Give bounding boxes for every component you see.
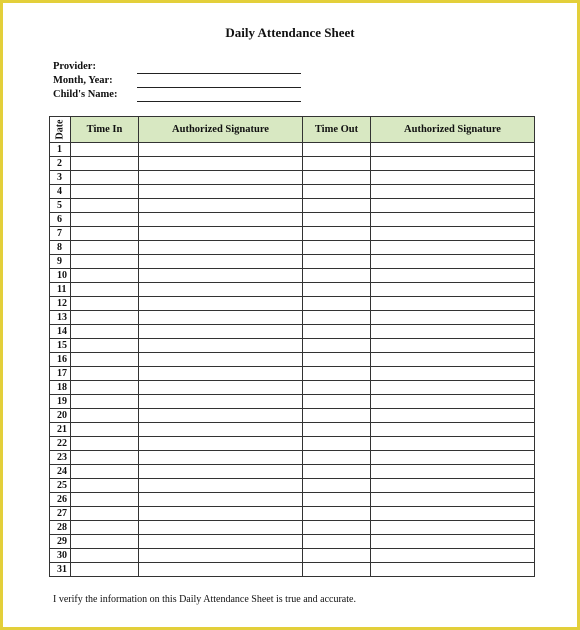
- row-date: 9: [50, 255, 71, 269]
- row-date: 22: [50, 437, 71, 451]
- signature-in-cell[interactable]: [139, 507, 303, 521]
- signature-in-cell[interactable]: [139, 269, 303, 283]
- attendance-table: [49, 116, 535, 577]
- time-in-cell[interactable]: [71, 479, 139, 493]
- row-date: 29: [50, 535, 71, 549]
- signature-in-cell[interactable]: [139, 339, 303, 353]
- row-date: 2: [50, 157, 71, 171]
- time-in-cell[interactable]: [71, 143, 139, 157]
- signature-in-cell[interactable]: [139, 157, 303, 171]
- signature-in-cell[interactable]: [139, 535, 303, 549]
- row-date: 4: [50, 185, 71, 199]
- time-in-cell[interactable]: [71, 157, 139, 171]
- time-in-cell[interactable]: [71, 521, 139, 535]
- time-out-cell[interactable]: [303, 269, 371, 283]
- table-row: [50, 157, 535, 171]
- signature-out-cell[interactable]: [371, 339, 535, 353]
- table-row: [50, 437, 535, 451]
- column-header-time-out: Time Out: [303, 117, 371, 143]
- row-date: 1: [50, 143, 71, 157]
- table-row: [50, 255, 535, 269]
- time-in-cell[interactable]: [71, 563, 139, 577]
- signature-out-cell[interactable]: [371, 535, 535, 549]
- signature-in-cell[interactable]: [139, 283, 303, 297]
- time-in-cell[interactable]: [71, 325, 139, 339]
- signature-in-cell[interactable]: [139, 227, 303, 241]
- time-in-cell[interactable]: [71, 283, 139, 297]
- row-date: 3: [50, 171, 71, 185]
- row-date: 19: [50, 395, 71, 409]
- signature-out-cell[interactable]: [371, 493, 535, 507]
- signature-in-cell[interactable]: [139, 549, 303, 563]
- signature-in-cell[interactable]: [139, 493, 303, 507]
- signature-in-cell[interactable]: [139, 563, 303, 577]
- time-out-cell[interactable]: [303, 423, 371, 437]
- signature-in-cell[interactable]: [139, 423, 303, 437]
- table-row: [50, 171, 535, 185]
- table-row: [50, 227, 535, 241]
- row-date: 8: [50, 241, 71, 255]
- row-date: 15: [50, 339, 71, 353]
- month-year-label: Month, Year:: [53, 75, 113, 86]
- time-out-cell[interactable]: [303, 563, 371, 577]
- time-in-cell[interactable]: [71, 171, 139, 185]
- signature-in-cell[interactable]: [139, 521, 303, 535]
- time-in-cell[interactable]: [71, 367, 139, 381]
- table-row: [50, 381, 535, 395]
- time-out-cell[interactable]: [303, 283, 371, 297]
- time-in-cell[interactable]: [71, 311, 139, 325]
- signature-out-cell[interactable]: [371, 269, 535, 283]
- time-out-cell[interactable]: [303, 143, 371, 157]
- signature-out-cell[interactable]: [371, 325, 535, 339]
- signature-out-cell[interactable]: [371, 213, 535, 227]
- row-date: 12: [50, 297, 71, 311]
- signature-in-cell[interactable]: [139, 255, 303, 269]
- signature-in-cell[interactable]: [139, 143, 303, 157]
- signature-out-cell[interactable]: [371, 199, 535, 213]
- document-title: Daily Attendance Sheet: [225, 25, 355, 40]
- time-out-cell[interactable]: [303, 227, 371, 241]
- row-date: 16: [50, 353, 71, 367]
- row-date: 28: [50, 521, 71, 535]
- signature-out-cell[interactable]: [371, 185, 535, 199]
- time-out-cell[interactable]: [303, 367, 371, 381]
- table-row: [50, 185, 535, 199]
- signature-out-cell[interactable]: [371, 549, 535, 563]
- signature-out-cell[interactable]: [371, 521, 535, 535]
- time-out-cell[interactable]: [303, 549, 371, 563]
- time-out-cell[interactable]: [303, 171, 371, 185]
- time-in-cell[interactable]: [71, 213, 139, 227]
- signature-out-cell[interactable]: [371, 367, 535, 381]
- signature-out-cell[interactable]: [371, 297, 535, 311]
- time-out-cell[interactable]: [303, 479, 371, 493]
- row-date: 24: [50, 465, 71, 479]
- column-header-authorized-signature-out: Authorized Signature: [371, 117, 535, 143]
- table-row: [50, 493, 535, 507]
- signature-out-cell[interactable]: [371, 227, 535, 241]
- time-in-cell[interactable]: [71, 381, 139, 395]
- time-in-cell[interactable]: [71, 185, 139, 199]
- time-out-cell[interactable]: [303, 297, 371, 311]
- table-header-row: [50, 117, 535, 143]
- signature-in-cell[interactable]: [139, 479, 303, 493]
- signature-out-cell[interactable]: [371, 157, 535, 171]
- time-in-cell[interactable]: [71, 395, 139, 409]
- time-out-cell[interactable]: [303, 185, 371, 199]
- signature-out-cell[interactable]: [371, 171, 535, 185]
- row-date: 20: [50, 409, 71, 423]
- time-out-cell[interactable]: [303, 339, 371, 353]
- signature-out-cell[interactable]: [371, 479, 535, 493]
- column-header-time-in: Time In: [71, 117, 139, 143]
- table-row: [50, 199, 535, 213]
- row-date: 25: [50, 479, 71, 493]
- childs-name-field[interactable]: [137, 101, 301, 102]
- childs-name-label: Child's Name:: [53, 89, 118, 100]
- signature-in-cell[interactable]: [139, 381, 303, 395]
- table-row: [50, 507, 535, 521]
- signature-out-cell[interactable]: [371, 423, 535, 437]
- time-out-cell[interactable]: [303, 521, 371, 535]
- table-row: [50, 367, 535, 381]
- row-date: 17: [50, 367, 71, 381]
- time-out-cell[interactable]: [303, 353, 371, 367]
- time-out-cell[interactable]: [303, 381, 371, 395]
- time-in-cell[interactable]: [71, 353, 139, 367]
- provider-label: Provider:: [53, 61, 96, 72]
- signature-in-cell[interactable]: [139, 465, 303, 479]
- time-out-cell[interactable]: [303, 535, 371, 549]
- signature-in-cell[interactable]: [139, 171, 303, 185]
- signature-out-cell[interactable]: [371, 563, 535, 577]
- time-out-cell[interactable]: [303, 241, 371, 255]
- time-out-cell[interactable]: [303, 437, 371, 451]
- row-date: 10: [50, 269, 71, 283]
- time-out-cell[interactable]: [303, 213, 371, 227]
- time-out-cell[interactable]: [303, 507, 371, 521]
- verification-statement: I verify the information on this Daily Attendance Sheet is true and accurate.: [53, 594, 356, 605]
- table-row: [50, 549, 535, 563]
- table-row: [50, 325, 535, 339]
- table-row: [50, 311, 535, 325]
- time-out-cell[interactable]: [303, 199, 371, 213]
- table-row: [50, 353, 535, 367]
- row-date: 5: [50, 199, 71, 213]
- signature-in-cell[interactable]: [139, 409, 303, 423]
- table-row: [50, 213, 535, 227]
- table-row: [50, 269, 535, 283]
- time-out-cell[interactable]: [303, 157, 371, 171]
- row-date: 21: [50, 423, 71, 437]
- table-row: [50, 283, 535, 297]
- signature-in-cell[interactable]: [139, 311, 303, 325]
- signature-out-cell[interactable]: [371, 255, 535, 269]
- row-date: 23: [50, 451, 71, 465]
- time-in-cell[interactable]: [71, 339, 139, 353]
- table-row: [50, 297, 535, 311]
- signature-in-cell[interactable]: [139, 437, 303, 451]
- table-row: [50, 143, 535, 157]
- signature-in-cell[interactable]: [139, 395, 303, 409]
- signature-in-cell[interactable]: [139, 185, 303, 199]
- time-in-cell[interactable]: [71, 465, 139, 479]
- row-date: 31: [50, 563, 71, 577]
- time-in-cell[interactable]: [71, 199, 139, 213]
- table-row: [50, 339, 535, 353]
- row-date: 26: [50, 493, 71, 507]
- time-out-cell[interactable]: [303, 325, 371, 339]
- time-out-cell[interactable]: [303, 465, 371, 479]
- table-row: [50, 451, 535, 465]
- signature-out-cell[interactable]: [371, 283, 535, 297]
- time-in-cell[interactable]: [71, 437, 139, 451]
- row-date: 14: [50, 325, 71, 339]
- table-row: [50, 465, 535, 479]
- time-in-cell[interactable]: [71, 255, 139, 269]
- signature-out-cell[interactable]: [371, 143, 535, 157]
- time-in-cell[interactable]: [71, 549, 139, 563]
- signature-out-cell[interactable]: [371, 409, 535, 423]
- time-in-cell[interactable]: [71, 409, 139, 423]
- signature-out-cell[interactable]: [371, 395, 535, 409]
- table-row: [50, 479, 535, 493]
- time-out-cell[interactable]: [303, 311, 371, 325]
- time-in-cell[interactable]: [71, 507, 139, 521]
- signature-out-cell[interactable]: [371, 241, 535, 255]
- table-row: [50, 563, 535, 577]
- time-in-cell[interactable]: [71, 451, 139, 465]
- signature-out-cell[interactable]: [371, 311, 535, 325]
- time-out-cell[interactable]: [303, 493, 371, 507]
- table-row: [50, 241, 535, 255]
- month-year-field[interactable]: [137, 87, 301, 88]
- table-row: [50, 395, 535, 409]
- row-date: 18: [50, 381, 71, 395]
- signature-out-cell[interactable]: [371, 465, 535, 479]
- column-header-date: [50, 117, 71, 143]
- signature-out-cell[interactable]: [371, 507, 535, 521]
- time-in-cell[interactable]: [71, 297, 139, 311]
- signature-out-cell[interactable]: [371, 451, 535, 465]
- signature-in-cell[interactable]: [139, 353, 303, 367]
- time-in-cell[interactable]: [71, 241, 139, 255]
- row-date: 13: [50, 311, 71, 325]
- time-in-cell[interactable]: [71, 269, 139, 283]
- table-row: [50, 423, 535, 437]
- column-header-authorized-signature-in: Authorized Signature: [139, 117, 303, 143]
- time-in-cell[interactable]: [71, 227, 139, 241]
- table-row: [50, 535, 535, 549]
- signature-in-cell[interactable]: [139, 325, 303, 339]
- signature-in-cell[interactable]: [139, 297, 303, 311]
- signature-in-cell[interactable]: [139, 451, 303, 465]
- time-in-cell[interactable]: [71, 493, 139, 507]
- row-date: 6: [50, 213, 71, 227]
- table-row: [50, 409, 535, 423]
- table-row: [50, 521, 535, 535]
- time-out-cell[interactable]: [303, 409, 371, 423]
- provider-field[interactable]: [137, 73, 301, 74]
- time-out-cell[interactable]: [303, 451, 371, 465]
- signature-in-cell[interactable]: [139, 213, 303, 227]
- row-date: 30: [50, 549, 71, 563]
- time-out-cell[interactable]: [303, 255, 371, 269]
- row-date: 11: [50, 283, 71, 297]
- time-in-cell[interactable]: [71, 535, 139, 549]
- time-out-cell[interactable]: [303, 395, 371, 409]
- time-in-cell[interactable]: [71, 423, 139, 437]
- signature-in-cell[interactable]: [139, 241, 303, 255]
- signature-out-cell[interactable]: [371, 381, 535, 395]
- signature-out-cell[interactable]: [371, 353, 535, 367]
- row-date: 27: [50, 507, 71, 521]
- signature-out-cell[interactable]: [371, 437, 535, 451]
- signature-in-cell[interactable]: [139, 199, 303, 213]
- row-date: 7: [50, 227, 71, 241]
- signature-in-cell[interactable]: [139, 367, 303, 381]
- date-header-label: Date: [54, 119, 66, 140]
